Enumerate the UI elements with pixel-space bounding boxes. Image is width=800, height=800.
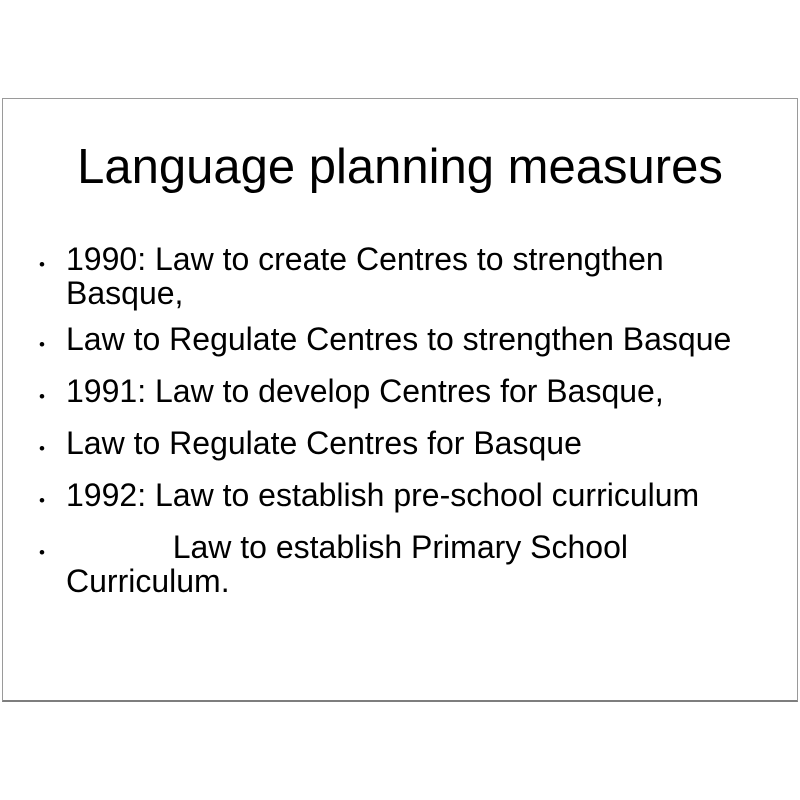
bullet-icon: • [39,335,45,354]
bullet-item [39,530,755,598]
bullet-list [39,242,755,610]
bullet-text: 1990: Law to create Centres to strengthen Basque, [66,241,664,311]
bullet-icon: • [39,255,45,274]
bullet-item [39,242,755,310]
bullet-item [39,478,755,518]
slide [2,98,798,702]
bullet-text: 1991: Law to develop Centres for Basque, [66,373,664,409]
slide-title: Language planning measures [77,140,723,194]
bullet-item [39,426,755,466]
bullet-icon: • [39,543,45,562]
bullet-text: Law to Regulate Centres to strengthen Basque [66,321,732,357]
bullet-item [39,322,755,362]
bullet-text: Law to Regulate Centres for Basque [66,425,582,461]
bullet-text: Law to establish Primary School Curriculum. [66,529,628,599]
bullet-icon: • [39,491,45,510]
bullet-icon: • [39,387,45,406]
bullet-icon: • [39,439,45,458]
bullet-text: 1992: Law to establish pre-school curriculum [66,477,700,513]
bullet-item [39,374,755,414]
